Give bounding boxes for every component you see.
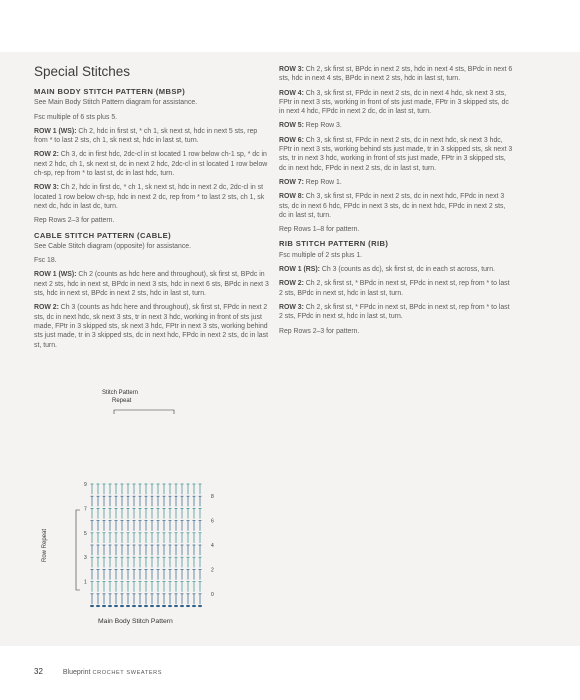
row-instructions: Ch 3, sk first st, FPdc in next 2 sts, dc in next 4 hdc, sk next 3 sts, FPtr in next 3 sts, working in front of sts just made, FPtr in 3 skipped sts, dc in next 4 hdc, FPdc in next 2 dc, dc in last st, turn. xyxy=(279,89,509,116)
foundation-stitch xyxy=(90,605,94,607)
row-label: ROW 8: xyxy=(279,193,304,201)
foundation-stitch xyxy=(186,605,190,607)
foundation-stitch xyxy=(180,605,184,607)
repeat-label-1: Stitch Pattern xyxy=(102,390,139,396)
row-label: ROW 5: xyxy=(279,122,304,130)
pattern-row xyxy=(34,183,269,211)
row-number-right: 2 xyxy=(211,567,214,574)
pattern-row xyxy=(34,127,269,146)
foundation-stitch xyxy=(96,605,100,607)
pattern-row xyxy=(279,89,514,117)
row-number-left: 3 xyxy=(84,555,87,562)
paragraph: Fsc multiple of 2 sts plus 1. xyxy=(279,251,363,259)
foundation-stitch xyxy=(102,605,106,607)
row-number-right: 8 xyxy=(211,494,214,501)
paragraph: See Main Body Stitch Pattern diagram for assistance. xyxy=(34,99,198,107)
foundation-stitch xyxy=(192,605,196,607)
row-label: ROW 7: xyxy=(279,178,304,186)
foundation-stitch xyxy=(156,605,160,607)
row-label: ROW 6: xyxy=(279,136,304,144)
book-title: Blueprint xyxy=(62,669,91,676)
row-label: ROW 2: xyxy=(279,280,304,288)
foundation-stitch xyxy=(150,605,154,607)
foundation-stitch xyxy=(174,605,178,607)
page-number: 32 xyxy=(34,667,43,676)
row-number-right: 0 xyxy=(211,591,214,598)
pattern-row xyxy=(279,136,514,173)
row-instructions: Ch 2, sk first st, * FPdc in next st, BPdc in next st, rep from * to last 2 sts, FPdc in next st, hdc in last st, turn. xyxy=(279,303,510,321)
row-instructions: Ch 3 (counts as hdc here and throughout), sk first st, FPdc in next 2 sts, dc in next hdc, sk next 3 sts, tr in next 3 hdc, working in front of sts just made, FPtr in 3 skipped sts, sk next 3 hdc, FPtr in next 3 sts, working behind sts just made, tr in 3 skipped sts, dc in next hdc, FPdc in next 2 sts, dc in last st, turn. xyxy=(34,304,269,349)
paragraph: Fsc multiple of 6 sts plus 5. xyxy=(34,113,118,121)
section-heading: RIB STITCH PATTERN (RIB) xyxy=(279,239,389,249)
book-subtitle: CROCHET SWEATERS xyxy=(92,670,163,676)
foundation-stitch xyxy=(114,605,118,607)
row-label: ROW 3: xyxy=(279,303,304,311)
page-footer xyxy=(34,667,162,676)
paragraph: Rep Rows 1–8 for pattern. xyxy=(279,226,360,234)
pattern-row xyxy=(279,192,514,220)
pattern-row xyxy=(279,65,514,84)
row-label: ROW 4: xyxy=(279,89,304,97)
section-heading: MAIN BODY STITCH PATTERN (MBSP) xyxy=(34,87,186,96)
row-label: ROW 2: xyxy=(34,304,59,312)
row-number-right: 4 xyxy=(211,543,214,549)
section-heading: CABLE STITCH PATTERN (CABLE) xyxy=(34,230,172,240)
paragraph: Rep Rows 2–3 for pattern. xyxy=(279,327,360,335)
row-instructions: Ch 3, sk first st, FPdc in next 2 sts, dc in next hdc, FPdc in next 3 sts, dc in next 6 hdc, FPdc in next 3 sts, dc in next hdc, FPdc in next 2 sts, dc in last st, turn. xyxy=(279,193,506,219)
foundation-stitch xyxy=(132,605,136,607)
paragraph: Fsc 18. xyxy=(34,257,57,265)
foundation-stitch xyxy=(120,605,124,607)
pattern-row xyxy=(34,150,269,178)
row-label: ROW 3: xyxy=(34,184,59,192)
row-instructions: Ch 2, sk first st, * BPdc in next st, FPdc in next st, rep from * to last 2 sts, BPdc in next st, hdc in last st, turn. xyxy=(279,280,510,297)
pattern-row xyxy=(279,121,514,130)
repeat-label-2: Repeat xyxy=(112,398,132,404)
row-number-left: 5 xyxy=(84,530,87,537)
row-instructions: Ch 2 (counts as hdc here and throughout), sk first st, BPdc in next 2 sts, hdc in next st, BPdc in next 3 sts, hdc in next 6 sts, BPdc in next 3 sts, hdc in next st, BPdc in next 2 sts, hdc in last st, turn. xyxy=(34,271,269,298)
pattern-row xyxy=(279,303,514,322)
foundation-stitch xyxy=(108,605,112,607)
row-number-right: 6 xyxy=(211,518,214,525)
row-instructions: Ch 2, hdc in first dc, * ch 1, sk next st, hdc in next 2 dc, 2dc-cl in st located 1 row below ch-sp, hdc in next 2 dc, rep from * to last 2 sts, ch 1, sk next dc, hdc in last dc, turn. xyxy=(34,184,265,210)
pattern-row xyxy=(279,265,514,274)
row-number-left: 9 xyxy=(84,482,87,488)
row-label: ROW 3: xyxy=(279,66,304,73)
stitch-chart xyxy=(56,390,226,598)
diagram-caption: Main Body Stitch Pattern xyxy=(98,618,173,625)
pattern-row xyxy=(279,178,514,187)
row-instructions: Ch 2, hdc in first st, * ch 1, sk next st, hdc in next 5 sts, rep from * to last 2 sts, ch 1, sk next st, hdc in last st, turn. xyxy=(34,127,258,145)
foundation-stitch xyxy=(138,605,142,607)
paragraph: See Cable Stitch diagram (opposite) for assistance. xyxy=(34,242,192,250)
page-title: Special Stitches xyxy=(34,64,131,79)
foundation-stitch xyxy=(198,605,202,607)
pattern-row xyxy=(34,270,269,298)
row-label: ROW 1 (RS): xyxy=(279,266,320,274)
row-instructions: Ch 3, sk first st, FPdc in next 2 sts, dc in next hdc, sk next 3 hdc, FPtr in next 3 sts, working behind sts just made, tr in 3 skipped sts, sk next 3 sts, tr in next 3 hdc, working in front of sts just made, FPtr in 3 skipped sts, dc in next hdc, FPdc in next 2 sts, dc in last st, turn. xyxy=(279,136,513,172)
main-body-stitch-diagram xyxy=(42,390,226,625)
row-number-left: 7 xyxy=(84,506,87,513)
row-instructions: Rep Row 1. xyxy=(303,178,342,186)
pattern-row xyxy=(34,303,269,349)
row-label: ROW 1 (WS): xyxy=(34,127,77,135)
row-number-left: 1 xyxy=(84,579,87,586)
row-repeat-label: Row Repeat xyxy=(42,528,48,562)
repeat-bracket xyxy=(114,410,174,414)
foundation-stitch xyxy=(144,605,148,607)
paragraph: Rep Rows 2–3 for pattern. xyxy=(34,217,115,225)
row-label: ROW 1 (WS): xyxy=(34,271,77,279)
row-label: ROW 2: xyxy=(34,151,59,159)
foundation-stitch xyxy=(126,605,130,607)
row-instructions: Rep Row 3. xyxy=(303,122,342,130)
foundation-stitch xyxy=(168,605,172,607)
right-column xyxy=(279,65,514,341)
row-instructions: Ch 2, sk first st, BPdc in next 2 sts, hdc in next 4 sts, BPdc in next 6 sts, hdc in next 4 sts, BPdc in next 2 sts, hdc in last st, turn. xyxy=(279,66,513,83)
pattern-row xyxy=(279,279,514,298)
row-instructions: Ch 3, dc in first hdc, 2dc-cl in st located 1 row below ch-1 sp, * dc in next 2 hdc, ch 1, sk next st, dc in next 2 hdc, 2dc-cl in st located 1 row below ch-sp, rep from * to last st, dc in last hdc, turn. xyxy=(34,151,268,178)
left-column xyxy=(34,84,269,355)
foundation-stitch xyxy=(162,605,166,607)
row-instructions: Ch 3 (counts as dc), sk first st, dc in each st across, turn. xyxy=(319,266,495,274)
